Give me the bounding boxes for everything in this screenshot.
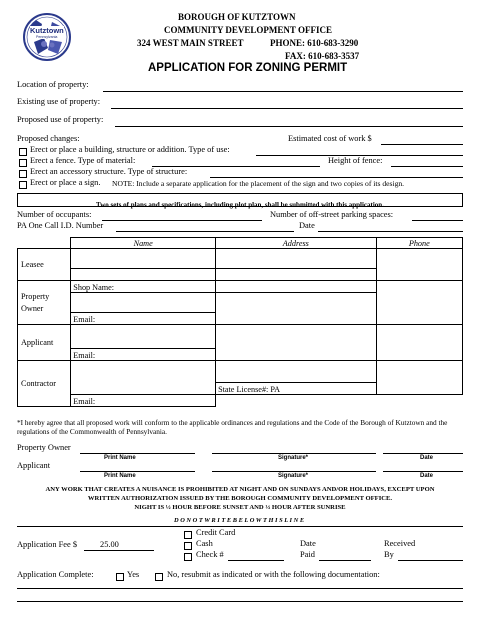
- row-label-contractor: Contractor: [18, 361, 71, 407]
- logo-text: Kutztown: [30, 26, 64, 35]
- contractor-email-label: Email:: [73, 397, 96, 406]
- office-phone: PHONE: 610-683-3290: [270, 38, 359, 48]
- application-fee-value: 25.00: [100, 540, 119, 549]
- applicant-signature-caption: Signature*: [278, 473, 309, 479]
- applicant-print-name-caption: Print Name: [104, 473, 136, 479]
- estimated-cost-label: Estimated cost of work $: [288, 134, 372, 143]
- applicant-phone-cell[interactable]: [376, 325, 462, 361]
- complete-yes-checkbox[interactable]: [116, 573, 124, 581]
- applicant-name-cell[interactable]: [71, 325, 216, 349]
- applicant-date-line[interactable]: [383, 471, 463, 472]
- owner-address-cell[interactable]: [216, 281, 376, 293]
- fence-height-label: Height of fence:: [328, 156, 383, 165]
- sign-note: NOTE: Include a separate application for the placement of the sign and two copies of its design.: [112, 179, 405, 188]
- erect-accessory-checkbox[interactable]: [19, 170, 27, 178]
- do-not-write-banner: D O N O T W R I T E B E L O W T H I S L I N E: [174, 517, 305, 524]
- plans-notice: Two sets of plans and specifications, including plot plan, shall be submitted with this application.: [96, 201, 384, 209]
- leasee-address-cell[interactable]: [216, 249, 376, 269]
- contractor-email-cell[interactable]: [71, 395, 216, 407]
- erect-fence-label: Erect a fence. Type of material:: [30, 156, 136, 165]
- complete-no-checkbox[interactable]: [155, 573, 163, 581]
- owner-email-cell[interactable]: [71, 313, 216, 325]
- leasee-address-cell-2[interactable]: [216, 269, 376, 281]
- applicant-print-name-line[interactable]: [80, 471, 195, 472]
- occupants-field[interactable]: [102, 220, 262, 221]
- documentation-line-2[interactable]: [17, 601, 463, 602]
- row-label-applicant: Applicant: [18, 325, 71, 361]
- check-label: Check #: [196, 550, 224, 559]
- pa-one-call-date-label: Date: [299, 221, 315, 230]
- received-label: Received: [384, 539, 416, 548]
- owner-date-line[interactable]: [383, 453, 463, 454]
- erect-building-label: Erect or place a building, structure or addition. Type of use:: [30, 145, 230, 154]
- row-label-property-owner-text: Property Owner: [21, 291, 50, 313]
- owner-signature-line[interactable]: [212, 453, 376, 454]
- cash-checkbox[interactable]: [184, 542, 192, 550]
- by-label: By: [384, 550, 394, 559]
- credit-card-label: Credit Card: [196, 528, 236, 537]
- parking-label: Number of off-street parking spaces:: [270, 210, 394, 219]
- owner-address-cell-2[interactable]: [216, 293, 376, 325]
- complete-yes-label: Yes: [127, 570, 140, 579]
- owner-signature-caption: Signature*: [278, 455, 309, 461]
- column-header-name: Name: [71, 238, 216, 249]
- proposed-use-field[interactable]: [115, 126, 463, 127]
- estimated-cost-field[interactable]: [381, 144, 463, 145]
- logo-subtext: Pennsylvania: [36, 35, 58, 39]
- office-name: COMMUNITY DEVELOPMENT OFFICE: [164, 25, 333, 35]
- erect-sign-checkbox[interactable]: [19, 181, 27, 189]
- nuisance-notice-line2: WRITTEN AUTHORIZATION ISSUED BY THE BOROUGH COMMUNITY DEVELOPMENT OFFICE.: [87, 495, 393, 502]
- table-corner: [18, 238, 71, 249]
- fence-height-field[interactable]: [391, 166, 463, 167]
- applicant-signature-line[interactable]: [212, 471, 376, 472]
- contractor-blank-2: [376, 395, 462, 407]
- proposed-use-label: Proposed use of property:: [17, 115, 104, 124]
- column-header-phone: Phone: [376, 238, 462, 249]
- parking-field[interactable]: [412, 220, 463, 221]
- row-label-property-owner: [18, 281, 71, 325]
- by-field[interactable]: [398, 560, 463, 561]
- contractor-blank-1: [216, 395, 376, 407]
- applicant-sig-label: Applicant: [17, 461, 51, 470]
- paid-field[interactable]: [319, 560, 371, 561]
- leasee-name-cell[interactable]: [71, 249, 216, 269]
- nuisance-notice-line1: ANY WORK THAT CREATES A NUISANCE IS PROHIBITED AT NIGHT AND ON SUNDAYS AND/OR HOLIDAYS, EXCEPT UPON: [45, 486, 435, 493]
- pa-one-call-label: PA One Call I.D. Number: [17, 221, 104, 230]
- column-header-address: Address: [216, 238, 376, 249]
- owner-email-label: Email:: [73, 315, 96, 324]
- pa-one-call-field[interactable]: [116, 231, 294, 232]
- state-license-cell[interactable]: [216, 383, 376, 395]
- nuisance-notice-line3: NIGHT IS ½ HOUR BEFORE SUNSET AND ½ HOUR AFTER SUNRISE: [134, 504, 346, 511]
- state-license-label: State License#: PA: [218, 385, 281, 394]
- owner-name-cell[interactable]: [71, 293, 216, 313]
- check-checkbox[interactable]: [184, 553, 192, 561]
- applicant-date-caption: Date: [420, 473, 434, 479]
- owner-print-name-line[interactable]: [80, 453, 195, 454]
- location-label: Location of property:: [17, 80, 89, 89]
- applicant-email-label: Email:: [73, 351, 96, 360]
- occupants-label: Number of occupants:: [17, 210, 92, 219]
- office-date-label: Date: [300, 539, 316, 548]
- pa-one-call-date-field[interactable]: [318, 231, 463, 232]
- applicant-address-cell[interactable]: [216, 325, 376, 361]
- agreement-text: *I hereby agree that all proposed work will conform to the applicable ordinances and regulations and the Code of the Borough of Kutztown and the regulations of the Commonwealth of Pennsylvania.: [17, 418, 448, 436]
- existing-use-field[interactable]: [111, 108, 463, 109]
- paid-label: Paid: [300, 550, 315, 559]
- org-name: BOROUGH OF KUTZTOWN: [178, 12, 296, 22]
- borough-logo: [22, 12, 72, 62]
- documentation-line-1[interactable]: [17, 588, 463, 589]
- shop-name-label: Shop Name:: [73, 283, 115, 292]
- credit-card-checkbox[interactable]: [184, 531, 192, 539]
- plans-notice-box: [17, 193, 463, 207]
- owner-phone-cell[interactable]: [376, 281, 462, 325]
- shop-name-cell[interactable]: [71, 281, 216, 293]
- erect-fence-checkbox[interactable]: [19, 159, 27, 167]
- applicant-email-cell[interactable]: [71, 349, 216, 361]
- do-not-write-rule: [17, 526, 463, 527]
- application-complete-label: Application Complete:: [17, 570, 94, 579]
- office-address: 324 WEST MAIN STREET: [137, 38, 244, 48]
- cash-label: Cash: [196, 539, 213, 548]
- proposed-changes-label: Proposed changes:: [17, 134, 80, 143]
- office-fax: FAX: 610-683-3537: [285, 51, 360, 61]
- contractor-name-cell[interactable]: [71, 361, 216, 395]
- erect-accessory-label: Erect an accessory structure. Type of structure:: [30, 167, 188, 176]
- row-label-leasee: Leasee: [18, 249, 71, 281]
- leasee-phone-cell[interactable]: [376, 249, 462, 281]
- property-owner-sig-label: Property Owner: [17, 443, 71, 452]
- erect-sign-label: Erect or place a sign.: [30, 178, 101, 187]
- application-fee-field[interactable]: [84, 550, 154, 551]
- party-table: [17, 237, 463, 407]
- existing-use-label: Existing use of property:: [17, 97, 101, 106]
- erect-building-checkbox[interactable]: [19, 148, 27, 156]
- leasee-name-cell-2[interactable]: [71, 269, 216, 281]
- location-field[interactable]: [103, 91, 463, 92]
- check-number-field[interactable]: [228, 560, 284, 561]
- application-fee-label: Application Fee $: [17, 540, 78, 549]
- complete-no-label: No, resubmit as indicated or with the following documentation:: [167, 570, 380, 579]
- page-title: APPLICATION FOR ZONING PERMIT: [148, 62, 348, 74]
- contractor-address-cell[interactable]: [216, 361, 376, 383]
- contractor-phone-cell[interactable]: [376, 361, 462, 395]
- accessory-type-field[interactable]: [210, 177, 463, 178]
- owner-print-name-caption: Print Name: [104, 455, 136, 461]
- owner-date-caption: Date: [420, 455, 434, 461]
